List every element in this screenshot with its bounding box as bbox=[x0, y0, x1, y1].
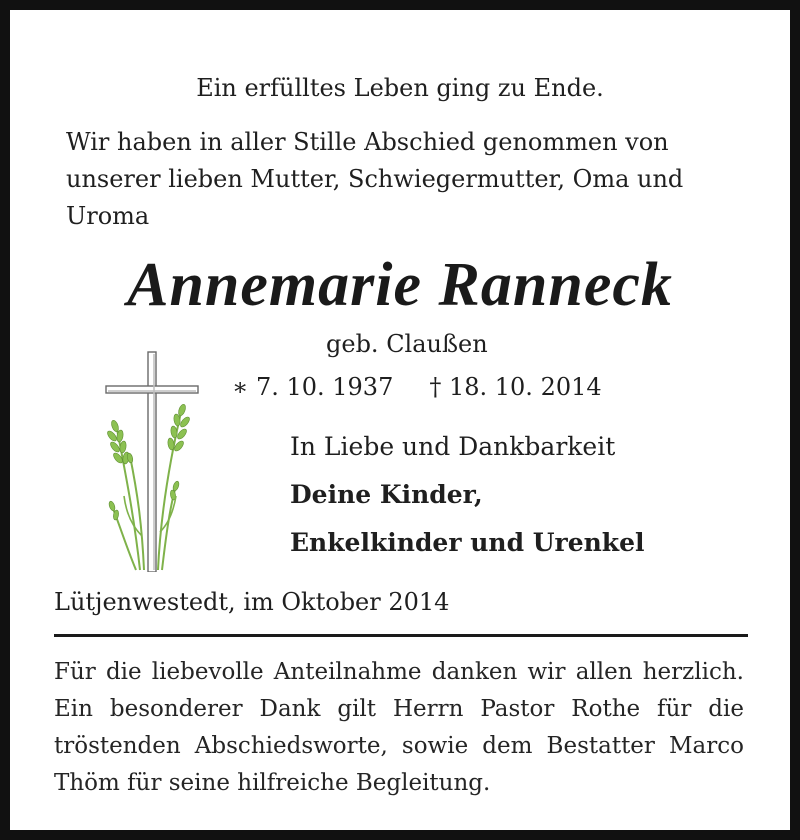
birth-date: ∗ 7. 10. 1937 bbox=[232, 373, 394, 401]
death-date: † 18. 10. 2014 bbox=[429, 373, 602, 401]
cross-with-wheat-icon bbox=[96, 336, 206, 572]
life-dates bbox=[232, 373, 602, 401]
intro-line: Ein erfülltes Leben ging zu Ende. bbox=[196, 74, 604, 102]
divider bbox=[54, 634, 748, 637]
maiden-name: geb. Claußen bbox=[326, 330, 488, 358]
signature-children: Deine Kinder, bbox=[290, 480, 483, 509]
place-date: Lütjenwestedt, im Oktober 2014 bbox=[54, 588, 450, 616]
thanks-text: Für die liebevolle Anteilnahme danken wir allen herzlich. Ein besonderer Dank gilt Herrn Pastor Rothe für die tröstenden Abschiedsworte, sowie dem Bestatter Marco Thöm für seine hilfreiche Begleitung. bbox=[54, 659, 744, 796]
love-line: In Liebe und Dankbarkeit bbox=[290, 432, 616, 461]
announcement-text: Wir haben in aller Stille Abschied genommen von unserer lieben Mutter, Schwiegermutter, Oma und Uroma bbox=[66, 128, 684, 230]
deceased-name: Annemarie Ranneck bbox=[127, 251, 673, 319]
signature-grandchildren: Enkelkinder und Urenkel bbox=[290, 528, 645, 557]
